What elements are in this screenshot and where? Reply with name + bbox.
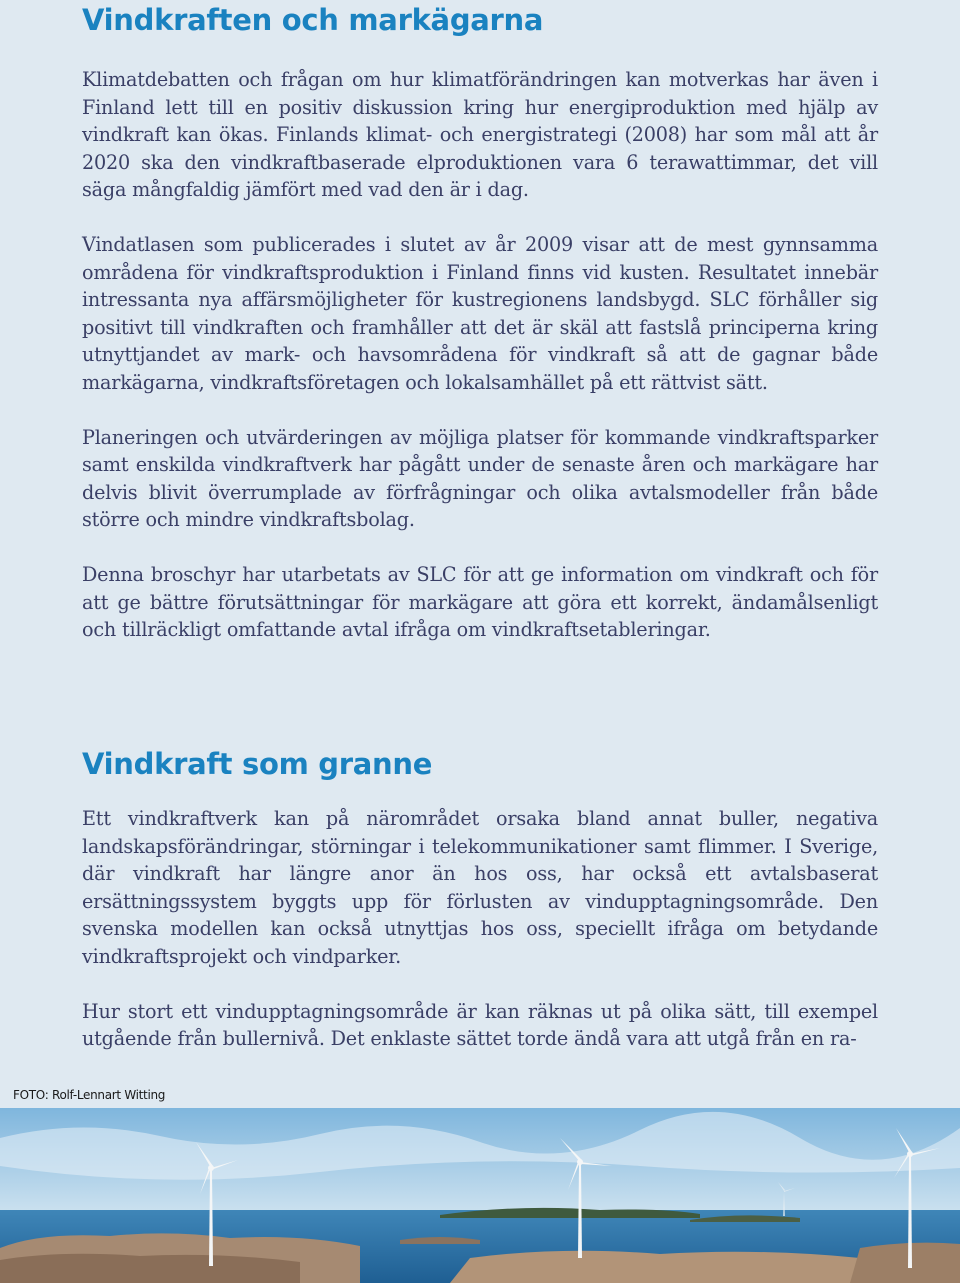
rock-islet	[850, 1243, 960, 1283]
wind-turbine-photo	[0, 1108, 960, 1283]
photo-credit: FOTO: Rolf-Lennart Witting	[13, 1088, 166, 1102]
section-vindkraft-som-granne	[82, 746, 878, 1080]
section-heading: Vindkraft som granne	[82, 747, 433, 781]
paragraph: Klimatdebatten och frågan om hur klimatförändringen kan motverkas har även i Finland lett till en positiv diskussion kring hur energiproduktion med hjälp av vindkraft kan ökas. Finlands klimat- och energistrategi (2008) har som mål att år 2020 ska den vindkraftbaserade elproduktionen vara 6 terawattimmar, det vill säga mångfaldig jämfört med vad den är i dag.	[82, 68, 878, 201]
rock-islet	[0, 1254, 300, 1283]
paragraph: Ett vindkraftverk kan på närområdet orsaka bland annat buller, negativa landskapsförändringar, störningar i telekommunikationer samt flimmer. I Sverige, där vindkraft har längre anor än hos oss, har också ett avtalsbaserat ersättningssystem byggts upp för förlusten av vindupptagningsområde. Den svenska modellen kan också utnyttjas hos oss, speciellt ifråga om betydande vindkraftsprojekt och vindparker.	[82, 807, 878, 968]
paragraph: Planeringen och utvärderingen av möjliga platser för kommande vindkraftsparker samt enskilda vindkraftverk har pågått under de senaste åren och markägare har delvis blivit överrumplade av förfrågningar och olika avtalsmodeller från både större och mindre vindkraftsbolag.	[82, 425, 878, 531]
rock-islet	[450, 1251, 880, 1283]
paragraph: Denna broschyr har utarbetats av SLC för att ge information om vindkraft och för att ge bättre förutsättningar för markägare att göra ett korrekt, ändamålsenligt och tillräckligt omfattande avtal ifråga om vindkraftsetableringar.	[82, 563, 878, 641]
section-heading: Vindkraften och markägarna	[82, 3, 544, 37]
section-vindkraften-och-markagarna	[82, 2, 878, 671]
paragraph: Hur stort ett vindupptagningsområde är kan räknas ut på olika sätt, till exempel utgående från bullernivå. Det enklaste sättet torde ändå vara att utgå från en ra-	[82, 999, 878, 1050]
paragraph: Vindatlasen som publicerades i slutet av år 2009 visar att de mest gynnsamma områdena för vindkraftsproduktion i Finland finns vid kusten. Resultatet innebär intressanta nya affärsmöjligheter för kustregionens landsbygd. SLC förhåller sig positivt till vindkraften och framhåller att det är skäl att fastslå principerna kring utnyttjandet av mark- och havsområdena för vindkraft så att de gagnar både markägarna, vindkraftsföretagen och lokalsamhället på ett rättvist sätt.	[82, 233, 878, 394]
